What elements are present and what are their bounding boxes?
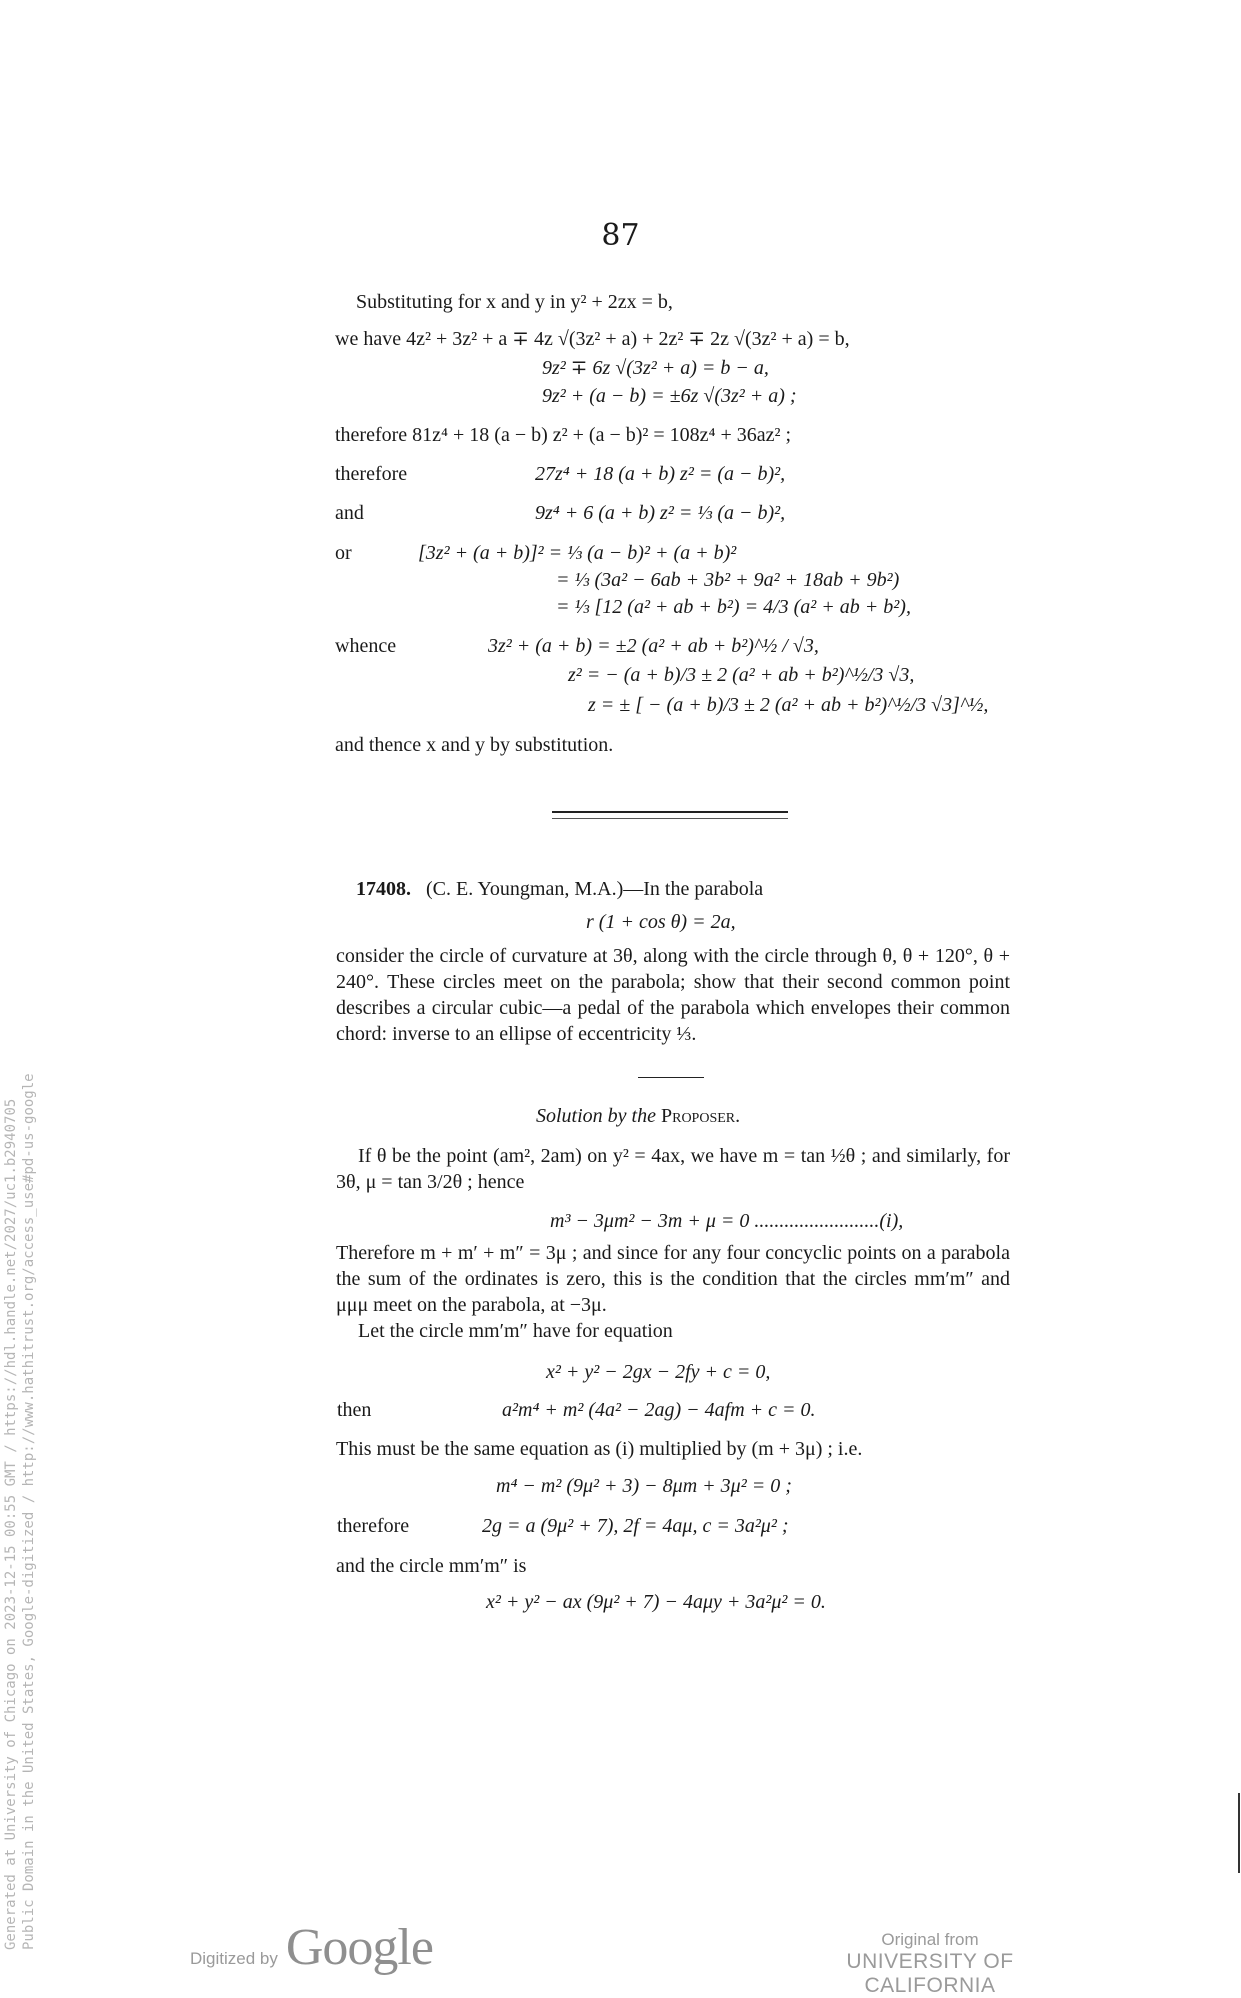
problem-statement: consider the circle of curvature at 3θ, along with the circle through θ, θ + 120°, θ + 240°. These circles meet on the parabola; show that their second common point describes a circular cubic—a pedal of the parabola which envelopes their common chord: inverse to an ellipse of eccentricity ⅓.: [336, 945, 1010, 1045]
equation-line: 9z² + (a − b) = ±6z √(3z² + a) ;: [542, 385, 797, 407]
paragraph: [336, 1436, 1010, 1462]
paragraph: [336, 1553, 1010, 1579]
problem-header: [356, 877, 763, 901]
hathitrust-watermark: [2, 1073, 38, 1950]
equation-multiplied: m⁴ − m² (9μ² + 3) − 8μm + 3μ² = 0 ;: [496, 1475, 792, 1497]
label-or: or: [335, 542, 352, 564]
equation-line: [3z² + (a + b)]² = ⅓ (a − b)² + (a + b)²: [418, 542, 737, 564]
equation-line: 9z² ∓ 6z √(3z² + a) = b − a,: [542, 357, 769, 379]
equation-then: a²m⁴ + m² (4a² − 2ag) − 4afm + c = 0.: [502, 1399, 816, 1421]
digitized-by-label: Digitized by: [190, 1949, 278, 1968]
paragraph-text: If θ be the point (am², 2am) on y² = 4ax, we have m = tan ½θ ; and similarly, for 3θ, μ = tan 3/2θ ; hence: [336, 1145, 1010, 1193]
watermark-line: Generated at University of Chicago on 2023-12-15 00:55 GMT / https://hdl.handle.net/2027/uc1.b2940705: [3, 1098, 19, 1950]
paragraph-text: and the circle mm′m″ is: [336, 1555, 527, 1577]
original-from-label: Original from: [881, 1930, 979, 1949]
paragraph-text: Let the circle mm′m″ have for equation: [358, 1320, 673, 1342]
watermark-line: Public Domain in the United States, Google-digitized / http://www.hathitrust.org/access_use#pd-us-google: [21, 1073, 37, 1950]
section-divider: [552, 811, 788, 813]
paragraph: [336, 1143, 1010, 1195]
text-line: and thence x and y by substitution.: [335, 734, 614, 756]
equation-circle: x² + y² − 2gx − 2fy + c = 0,: [546, 1361, 771, 1383]
problem-author: (C. E. Youngman, M.A.)—In the parabola: [426, 878, 764, 900]
paragraph-text: This must be the same equation as (i) multiplied by (m + 3μ) ; i.e.: [336, 1438, 863, 1460]
problem-number: 17408.: [356, 878, 411, 900]
page-number: 87: [601, 218, 640, 253]
university-label: UNIVERSITY OF CALIFORNIA: [846, 1950, 1014, 1997]
equation-line: 9z⁴ + 6 (a + b) z² = ⅓ (a − b)²,: [535, 502, 786, 524]
equation-therefore: 2g = a (9μ² + 7), 2f = 4aμ, c = 3a²μ² ;: [482, 1515, 789, 1537]
label-whence: whence: [335, 635, 397, 657]
heading-italic: Solution by the: [536, 1105, 656, 1127]
equation-line: = ⅓ (3a² − 6ab + 3b² + 9a² + 18ab + 9b²): [556, 569, 900, 591]
text-line: therefore 81z⁴ + 18 (a − b) z² + (a − b)² = 108z⁴ + 36az² ;: [335, 424, 792, 446]
original-from: [790, 1930, 1070, 1998]
scan-edge-mark: [1238, 1793, 1240, 1873]
google-logo: Google: [285, 1919, 433, 1976]
equation-line: z = ± [ − (a + b)/3 ± 2 (a² + ab + b²)^½/3 √3]^½,: [588, 694, 989, 716]
label-then: then: [337, 1399, 372, 1421]
paragraph-text: Therefore m + m′ + m″ = 3μ ; and since for any four concyclic points on a parabola the sum of the ordinates is zero, this is the condition that the circles mm′m″ and μμμ meet on the parabola, at −3μ.: [336, 1242, 1010, 1316]
equation-line: z² = − (a + b)/3 ± 2 (a² + ab + b²)^½/3 √3,: [568, 664, 915, 686]
heading-caps: Proposer.: [660, 1105, 741, 1127]
equation-line: 3z² + (a + b) = ±2 (a² + ab + b²)^½ / √3,: [488, 635, 819, 657]
equation-line: 27z⁴ + 18 (a + b) z² = (a − b)²,: [535, 463, 786, 485]
problem-equation: r (1 + cos θ) = 2a,: [586, 911, 736, 933]
section-divider: [552, 818, 788, 819]
short-divider: [638, 1077, 704, 1078]
label-therefore: therefore: [335, 463, 408, 485]
paragraph: [336, 1240, 1010, 1318]
paragraph: [336, 1318, 1010, 1344]
text-line: Substituting for x and y in y² + 2zx = b,: [356, 291, 673, 313]
equation-line: = ⅓ [12 (a² + ab + b²) = 4/3 (a² + ab + b²),: [556, 596, 911, 618]
text-line: we have 4z² + 3z² + a ∓ 4z √(3z² + a) + 2z² ∓ 2z √(3z² + a) = b,: [335, 328, 850, 350]
digitized-by-google: [190, 1918, 433, 1977]
label-and: and: [335, 502, 364, 524]
solution-heading: [536, 1104, 740, 1128]
equation-i: m³ − 3μm² − 3m + μ = 0 .........................(i),: [550, 1210, 904, 1232]
equation-final: x² + y² − ax (9μ² + 7) − 4aμy + 3a²μ² = 0.: [486, 1591, 826, 1613]
label-therefore: therefore: [337, 1515, 410, 1537]
